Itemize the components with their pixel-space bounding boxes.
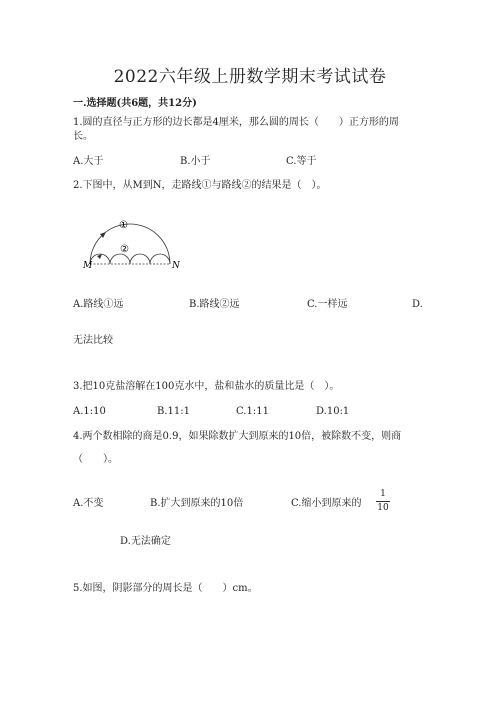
q2-stem: 2.下图中，从M到N，走路线①与路线②的结果是（ ）。	[73, 180, 327, 191]
q1-option-a: A.大于	[73, 156, 104, 167]
q2-option-c: C.一样远	[307, 299, 348, 310]
q1-option-b: B.小于	[180, 156, 211, 167]
q4-stem-line2: （ ）。	[73, 454, 118, 465]
q3-option-d: D.10:1	[316, 406, 350, 417]
q4-option-a: A.不变	[73, 498, 104, 509]
fraction-bar	[376, 501, 390, 502]
q3-option-a: A.1:10	[73, 406, 106, 417]
page-title: 2022六年级上册数学期末考试试卷	[113, 67, 387, 87]
route2-arrow-icon	[97, 254, 102, 259]
q3-option-b: B.11:1	[157, 406, 190, 417]
route2-arcs	[90, 254, 170, 264]
q1-stem-line2: 长。	[73, 131, 93, 142]
q2-option-b: B.路线②远	[189, 299, 240, 310]
route1-arc	[90, 224, 170, 264]
q1-option-c: C.等于	[286, 156, 317, 167]
q4-option-b: B.扩大到原来的10倍	[150, 498, 244, 509]
q1-stem-line1: 1.圆的直径与正方形的边长都是4厘米，那么圆的周长（ ）正方形的周	[73, 117, 399, 128]
route-diagram	[80, 212, 180, 272]
fraction-denominator: 10	[377, 503, 389, 513]
q2-option-d: D.	[412, 299, 423, 310]
fraction-numerator: 1	[380, 489, 386, 499]
point-m-label: M	[83, 261, 93, 271]
q4-fraction	[376, 489, 390, 514]
q4-stem-line1: 4.两个数相除的商是0.9，如果除数扩大到原来的10倍，被除数不变，则商	[73, 431, 402, 442]
q3-option-c: C.1:11	[236, 406, 269, 417]
point-n-label: N	[172, 261, 180, 271]
section-heading: 一.选择题(共6题，共12分)	[73, 98, 197, 109]
q5-stem: 5.如图，阴影部分的周长是（ ）cm。	[73, 583, 258, 594]
q4-option-c: C.缩小到原来的	[291, 498, 362, 509]
route1-label: ①	[119, 220, 128, 231]
route2-label: ②	[120, 244, 129, 255]
q3-stem: 3.把10克盐溶解在100克水中，盐和盐水的质量比是（ ）。	[73, 381, 340, 392]
q2-option-a: A.路线①远	[73, 299, 124, 310]
q2-option-d-text: 无法比较	[73, 335, 113, 346]
q4-option-d: D.无法确定	[120, 536, 171, 547]
